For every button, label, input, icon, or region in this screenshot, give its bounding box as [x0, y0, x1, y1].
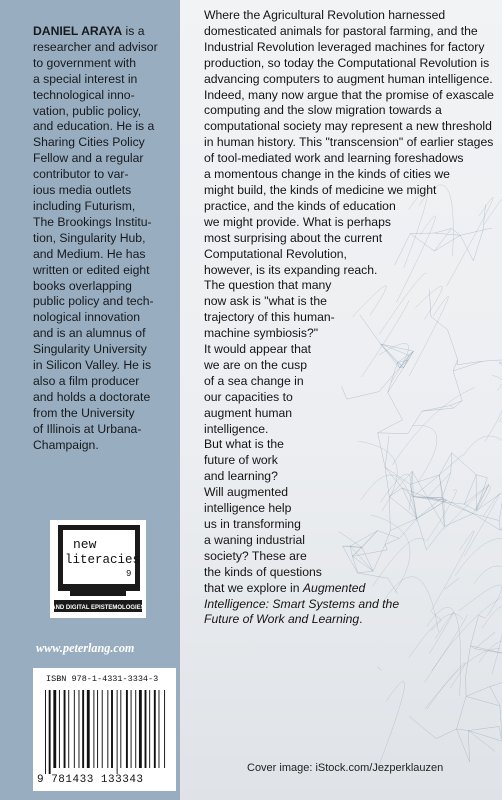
blurb-line: most surprising about the current: [204, 230, 383, 245]
blurb-line: in human history. This "transcension" of earlier stages: [204, 135, 494, 150]
back-cover-main: [180, 0, 502, 800]
network-line: [457, 696, 467, 729]
blurb-line: machine symbiosis?": [204, 326, 319, 341]
blurb-line: It would appear that: [204, 342, 312, 357]
logo-volume: 9: [126, 569, 132, 579]
blurb-line: computing and the slow migration towards a: [204, 103, 442, 118]
book-title-part: Intelligence: Smart Systems and the: [204, 596, 400, 611]
bio-line: of Illinois at Urbana-: [33, 421, 142, 436]
network-line: [457, 729, 469, 731]
blurb-line: Indeed, many now argue that the promise of exascale: [204, 87, 494, 102]
bio-line: contributor to var-: [33, 167, 129, 182]
blurb-line: us in transforming: [204, 517, 301, 531]
bio-line: Singularity University: [33, 342, 147, 357]
isbn-barcode: [33, 668, 176, 791]
barcode-bar: [131, 690, 132, 768]
blurb-line: domesticated animals for pastoral farming, and the: [204, 23, 478, 38]
blurb-line: production, so today the Computational Revolution is: [204, 55, 490, 70]
bio-line: technological inno-: [33, 87, 135, 102]
author-name: DANIEL ARAYA: [33, 24, 123, 38]
blurb-line: of a sea change in: [204, 373, 304, 388]
logo-line-literacies: literacies: [65, 553, 141, 567]
bio-line: tion, Singularity Hub,: [33, 230, 146, 245]
blurb-line: our capacities to: [204, 389, 293, 404]
blurb-line: practice, and the kinds of education: [204, 198, 396, 213]
bio-line: ious media outlets: [33, 183, 132, 198]
blurb-line: might build, the kinds of medicine we might: [204, 182, 437, 197]
blurb-line: intelligence help: [204, 501, 292, 516]
blurb-line: intelligence.: [204, 421, 269, 436]
barcode-bar: [135, 690, 136, 768]
book-title-part: Future of Work and Learning: [204, 612, 360, 627]
blurb-line: Will augmented: [204, 485, 288, 500]
network-line: [409, 716, 436, 738]
bio-line: written or edited eight: [33, 262, 150, 277]
left-panel: [0, 0, 180, 800]
blurb-line: The question that many: [204, 278, 332, 293]
barcode-bar: [107, 690, 108, 768]
book-title-part: Augmented: [302, 580, 366, 595]
network-line: [490, 677, 502, 686]
network-line: [457, 729, 470, 762]
barcode-bar: [154, 690, 156, 768]
barcode-digits: 9 781433 133343: [37, 774, 144, 786]
bio-line: books overlapping: [33, 278, 132, 293]
bio-line: public policy and tech-: [33, 294, 154, 309]
bio-line: Sharing Cities Policy: [33, 135, 145, 150]
barcode-bar: [145, 690, 147, 768]
barcode-bar: [74, 690, 75, 768]
blurb-line: advancing computers to augment human intelligence.: [204, 71, 493, 86]
isbn-number: ISBN 978-1-4331-3334-3: [46, 674, 159, 684]
network-line: [490, 687, 500, 706]
blurb-line: Where the Agricultural Revolution harnessed: [204, 8, 446, 22]
logo-ribbon-text: AND DIGITAL EPISTEMOLOGIES: [51, 605, 145, 611]
bio-line: and education. He is a: [33, 119, 155, 134]
barcode-bar: [164, 690, 165, 768]
barcode-bar: [59, 690, 60, 768]
blurb-line: society? These are: [204, 548, 307, 563]
blurb-line: we might provide. What is perhaps: [204, 214, 391, 229]
bio-line: including Futurism,: [33, 198, 136, 213]
barcode-bar: [117, 690, 118, 774]
blurb-line: that we explore in Augmented: [204, 580, 366, 595]
blurb-line: of tool-mediated work and learning foreshadows: [204, 151, 464, 166]
bio-line: is a: [122, 24, 145, 38]
network-line: [468, 727, 499, 731]
barcode-bar: [53, 690, 56, 768]
blurb-line: now ask is "what is the: [204, 294, 327, 309]
blurb-line: future of work: [204, 453, 278, 468]
bio-line: The Brookings Institu-: [33, 214, 152, 229]
blurb-line: we are on the cusp: [204, 357, 307, 372]
blurb-line: trajectory of this human-: [204, 310, 335, 325]
barcode-bar: [111, 690, 113, 768]
barcode-bar: [102, 690, 103, 768]
network-line: [468, 731, 502, 742]
barcode-bar: [64, 690, 66, 768]
blurb-line: the kinds of questions: [204, 564, 322, 579]
barcode-bar: [45, 690, 46, 774]
barcode-bar: [93, 690, 94, 768]
network-line: [468, 731, 495, 752]
bio-line: to government with: [33, 55, 136, 70]
blurb-line: a momentous change in the kinds of cities we: [204, 167, 450, 182]
network-line: [475, 632, 495, 649]
network-line: [466, 646, 471, 676]
network-line: [466, 687, 490, 697]
blurb-text: [204, 8, 502, 628]
barcode-bar: [159, 690, 160, 768]
network-line: [466, 696, 500, 705]
bio-line: also a film producer: [33, 373, 140, 388]
blurb-line: a waning industrial: [204, 532, 305, 547]
bio-line: and holds a doctorate: [33, 389, 151, 404]
bio-line: from the University: [33, 405, 135, 420]
barcode-bar: [79, 690, 80, 768]
blurb-line: [204, 597, 502, 613]
bio-line: and Medium. He has: [33, 246, 146, 261]
barcode-bar: [149, 690, 150, 768]
blurb-line: Industrial Revolution leveraged machines for factory: [204, 39, 485, 54]
cover-image-credit: Cover image: iStock.com/Jezperklauzen: [247, 762, 444, 774]
bio-line: researcher and advisor: [33, 39, 158, 54]
blurb-line: augment human: [204, 405, 293, 420]
barcode-bar: [139, 690, 142, 768]
blurb-line: computational society may represent a new threshold: [204, 119, 492, 134]
network-fiber: [427, 648, 501, 709]
author-bio: [33, 24, 178, 453]
series-logo: [50, 520, 146, 618]
blurb-line: however, is its expanding reach.: [204, 262, 378, 277]
bio-line: Fellow and a regular: [33, 151, 144, 166]
network-line: [436, 729, 456, 739]
barcode-bar: [97, 690, 98, 768]
network-fiber: [379, 682, 405, 767]
blurb-line: Computational Revolution,: [204, 246, 347, 261]
bio-line: nological innovation: [33, 310, 141, 325]
blurb-line: and learning?: [204, 469, 278, 484]
bio-line: a special interest in: [33, 71, 138, 86]
blurb-line: Future of Work and Learning.: [204, 612, 363, 627]
network-line: [468, 731, 469, 762]
logo-line-new: new: [73, 537, 97, 552]
barcode-bar: [68, 690, 69, 768]
network-line: [377, 667, 381, 671]
barcode-bar: [82, 690, 84, 768]
bio-line: and is an alumnus of: [33, 326, 146, 341]
blurb-line: But what is the: [204, 437, 284, 452]
barcode-bar: [120, 690, 121, 768]
barcode-bar: [87, 690, 90, 768]
barcode-bars: [45, 690, 167, 774]
bio-line: in Silicon Valley. He is: [33, 358, 152, 373]
bio-line: vation, public policy,: [33, 103, 142, 118]
publisher-website: www.peterlang.com: [36, 641, 135, 655]
barcode-bar: [126, 690, 128, 768]
bio-line: Champaign.: [33, 437, 99, 452]
barcode-bar: [49, 690, 51, 774]
